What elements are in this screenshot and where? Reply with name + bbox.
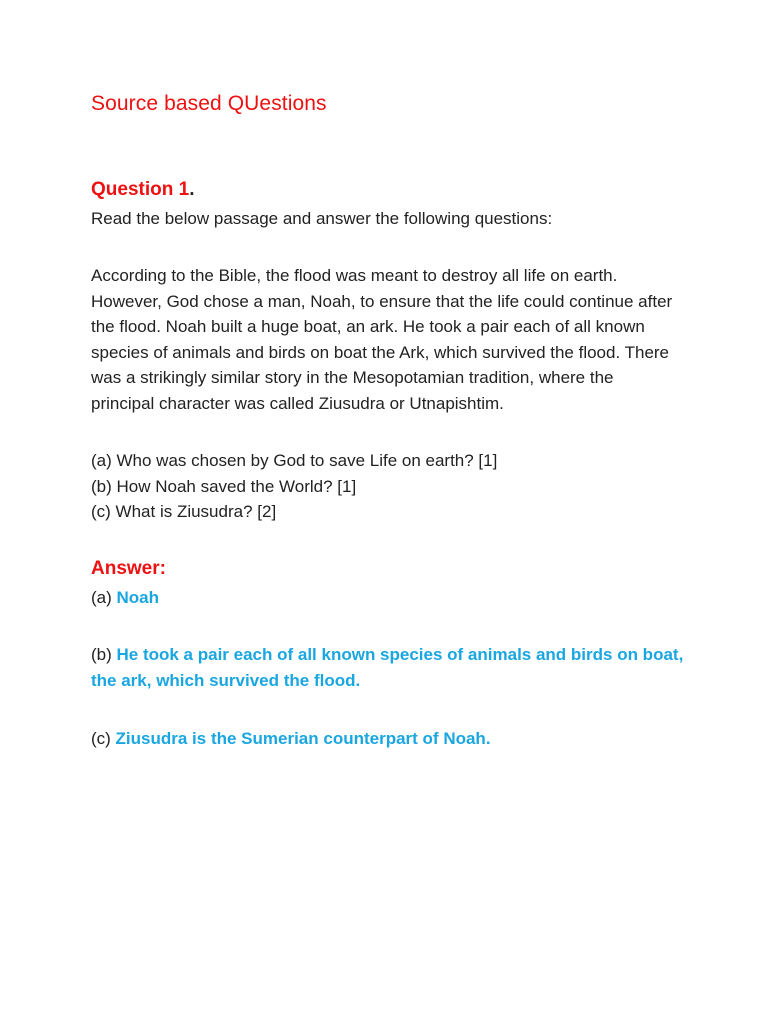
answer-a — [91, 585, 691, 611]
answer-b-prefix: (b) — [91, 645, 117, 664]
subquestion-list — [91, 448, 691, 525]
page-title: Source based QUestions — [91, 92, 327, 115]
answer-c-text: Ziusudra is the Sumerian counterpart of Noah. — [115, 729, 491, 748]
subquestion-a: (a) Who was chosen by God to save Life on earth? [1] — [91, 451, 498, 470]
answer-b — [91, 642, 691, 693]
question-heading-period: . — [189, 179, 195, 200]
question-number: Question 1 — [91, 179, 190, 200]
source-passage: According to the Bible, the flood was meant to destroy all life on earth. However, God chose a man, Noah, to ensure that the life could continue after the flood. Noah built a huge boat, an ark. He took a pair each of all known species of animals and birds on boat the Ark, which survived the flood. There was a strikingly similar story in the Mesopotamian tradition, where the principal character was called Ziusudra or Utnapishtim. — [91, 266, 673, 413]
subquestion-b: (b) How Noah saved the World? [1] — [91, 476, 357, 496]
question-instruction: Read the below passage and answer the following questions: — [91, 209, 553, 228]
answer-c-prefix: (c) — [91, 729, 116, 748]
subquestion-c: (c) What is Ziusudra? [2] — [91, 502, 277, 521]
answer-b-text: He took a pair each of all known species of animals and birds on boat, the ark, which survived the flood. — [91, 645, 684, 690]
answer-c — [91, 726, 691, 752]
answer-a-text: Noah — [116, 588, 159, 607]
answer-heading: Answer: — [91, 558, 166, 579]
answer-a-prefix: (a) — [91, 588, 117, 607]
question-heading — [91, 179, 194, 201]
